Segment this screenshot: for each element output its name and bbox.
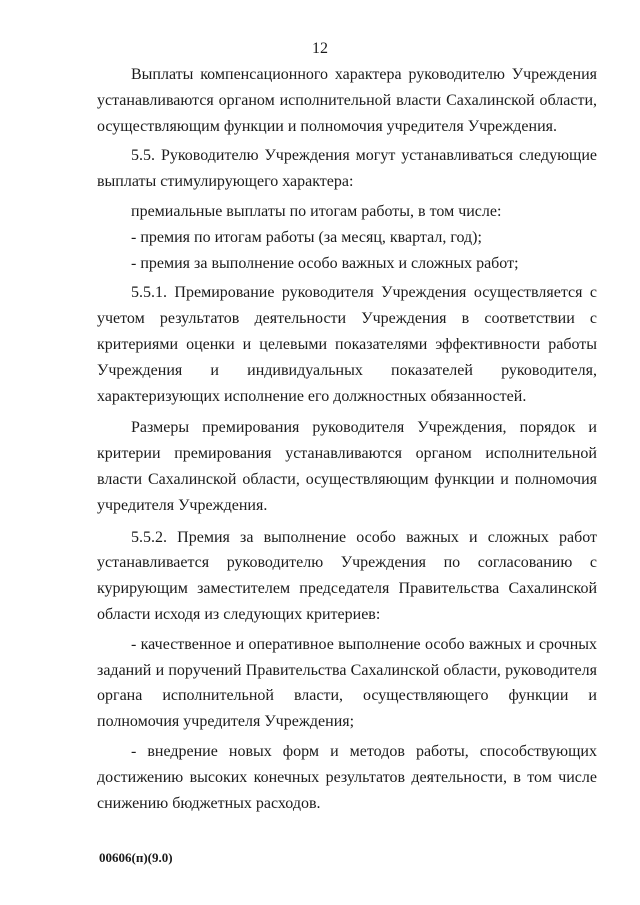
paragraph-5-5-2: 5.5.2. Премия за выполнение особо важных и сложных работ устанавливается руководителю Учреждения по согласованию с курирующим заместителем председателя Правительства Сахалинской области исходя из следующих критериев:	[97, 528, 597, 623]
paragraph-bonus-intro: премиальные выплаты по итогам работы, в том числе:	[131, 202, 502, 220]
paragraph-5-5-1: 5.5.1. Премирование руководителя Учреждения осуществляется с учетом результатов деятельности Учреждения в соответствии с критериями оценки и целевыми показателями эффективности работы Учреждения и индивидуальных показателей руководителя, характеризующих исполнение его должностных обязанностей.	[97, 284, 597, 405]
page-number: 12	[312, 40, 328, 57]
list-item-criteria-methods: - внедрение новых форм и методов работы, способствующих достижению высоких конечных результатов деятельности, в том числе снижению бюджетных расходов.	[97, 742, 597, 812]
document-body	[97, 62, 597, 816]
list-item-criteria-tasks: - качественное и оперативное выполнение особо важных и срочных заданий и поручений Правительства Сахалинской области, руководителя органа исполнительной власти, осуществляющего функции и полномочия учредителя Учреждения;	[97, 635, 597, 731]
paragraph-5-5: 5.5. Руководителю Учреждения могут устанавливаться следующие выплаты стимулирующего характера:	[97, 147, 597, 191]
document-code: 00606(п)(9.0)	[99, 850, 173, 865]
list-item-bonus-important-work: - премия за выполнение особо важных и сложных работ;	[131, 254, 519, 272]
paragraph-bonus-sizes: Размеры премирования руководителя Учреждения, порядок и критерии премирования устанавливаются органом исполнительной власти Сахалинской области, осуществляющим функции и полномочия учредителя Учреждения.	[97, 419, 597, 514]
list-item-bonus-period: - премия по итогам работы (за месяц, квартал, год);	[131, 228, 482, 246]
paragraph-compensation: Выплаты компенсационного характера руководителю Учреждения устанавливаются органом исполнительной власти Сахалинской области, осуществляющим функции и полномочия учредителя Учреждения.	[97, 66, 597, 135]
